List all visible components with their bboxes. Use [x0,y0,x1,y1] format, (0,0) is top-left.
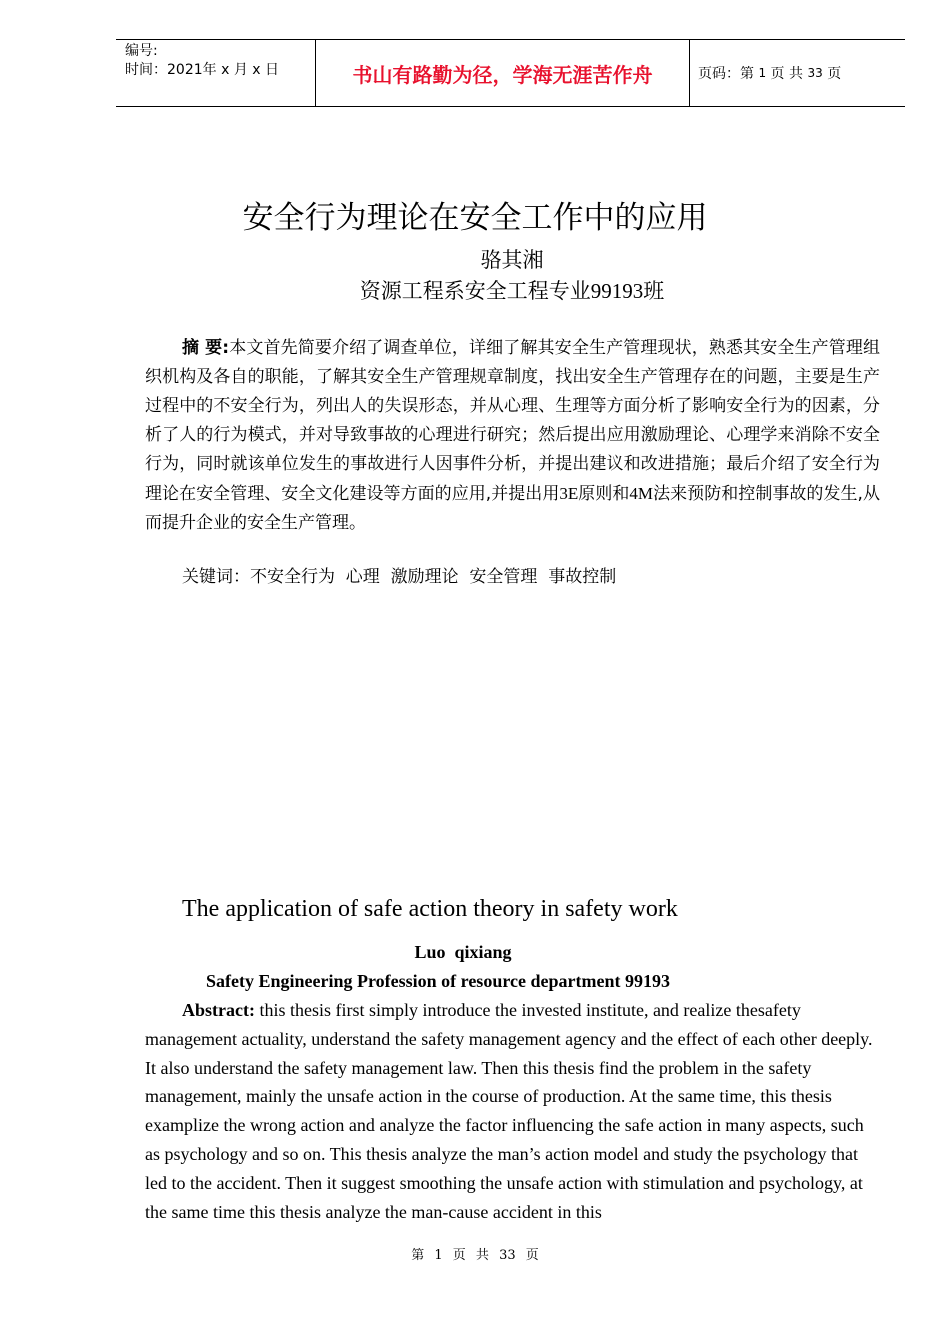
time-year: 2021 [167,62,203,78]
header-page-prefix: 页码：第 [698,66,754,82]
chinese-author: 骆其湘 [480,248,544,272]
footer-mid: 页 共 [452,1248,489,1263]
footer-current: 1 [434,1248,443,1263]
header-motto-cell [316,40,690,106]
serial-number-label: 编号: [125,43,158,59]
english-department: Safety Engineering Profession of resource department 99193 [206,971,670,991]
time-month: x [221,62,230,78]
english-title: The application of safe action theory in safety work [182,896,678,922]
chinese-abstract-label: 摘 要: [182,338,230,358]
time-year-suffix: 年 [202,62,217,78]
time-label: 时间： [125,62,167,78]
chinese-department [0,276,950,306]
chinese-abstract-text-2: 原则和 [578,484,630,504]
footer-suffix: 页 [525,1248,539,1263]
header-meta-cell [116,40,316,106]
page-header [116,39,905,107]
chinese-title: 安全行为理论在安全工作中的应用 [242,200,708,236]
chinese-abstract [145,334,880,538]
chinese-abstract-text-3: 法来预防和控制事故的发生,从而提升企业的安全生产管理。 [145,484,880,533]
chinese-department-class-no: 99193 [590,279,644,303]
english-author: Luo qixiang [414,942,512,962]
time-day: x [252,62,261,78]
header-page-total: 33 [807,66,823,80]
header-page-cell [690,40,905,106]
chinese-department-suffix: 班 [643,279,665,303]
time-month-suffix: 月 [233,62,248,78]
header-page-current: 1 [758,66,767,80]
english-abstract-label: Abstract: [182,1000,255,1020]
chinese-abstract-text-1: 本文首先简要介绍了调查单位，详细了解其安全生产管理现状，熟悉其安全生产管理组织机构及各自的职能，了解其安全生产管理规章制度，找出安全生产管理存在的问题，主要是生产过程中的不安全行为，列出人的失误形态，并从心理、生理等方面分析了影响安全行为的因素，分析了人的行为模式，并对导致事故的心理进行研究；然后提出应用激励理论、心理学来消除不安全行为，同时就该单位发生的事故进行人因事件分析，并提出建议和改进措施；最后介绍了安全行为理论在安全管理、安全文化建设等方面的应用,并提出用 [145,338,881,504]
header-page-suffix: 页 [827,66,842,82]
time-line [125,61,315,80]
english-abstract-text: this thesis first simply introduce the invested institute, and realize thesafety management actuality, understand the safety management agency and the effect of each other deeply. It also understand the safety management law. Then this thesis find the problem in the safety management, mainly the unsafe action in the course of production. At the same time, this thesis examplize the wrong action and analyze the factor influencing the safe action in many aspects, such as psychology and so on. This thesis analyze the man’s action model and study the psychology that led to the accident. Then it suggest smoothing the unsafe action with stimulation and psychology, at the same time this thesis analyze the man-cause accident in this [145,1000,873,1222]
chinese-abstract-3e: 3E [559,484,579,503]
footer-total: 33 [499,1248,516,1263]
time-day-suffix: 日 [265,62,280,78]
chinese-keywords: 关键词：不安全行为 心理 激励理论 安全管理 事故控制 [182,567,617,587]
header-page-mid: 页 共 [770,66,803,82]
page-footer [0,1246,950,1266]
footer-prefix: 第 [411,1248,425,1263]
chinese-department-prefix: 资源工程系安全工程专业 [359,279,591,303]
chinese-abstract-4m: 4M [629,484,654,503]
english-abstract [145,996,880,1226]
header-motto: 书山有路勤为径，学海无涯苦作舟 [352,62,653,87]
